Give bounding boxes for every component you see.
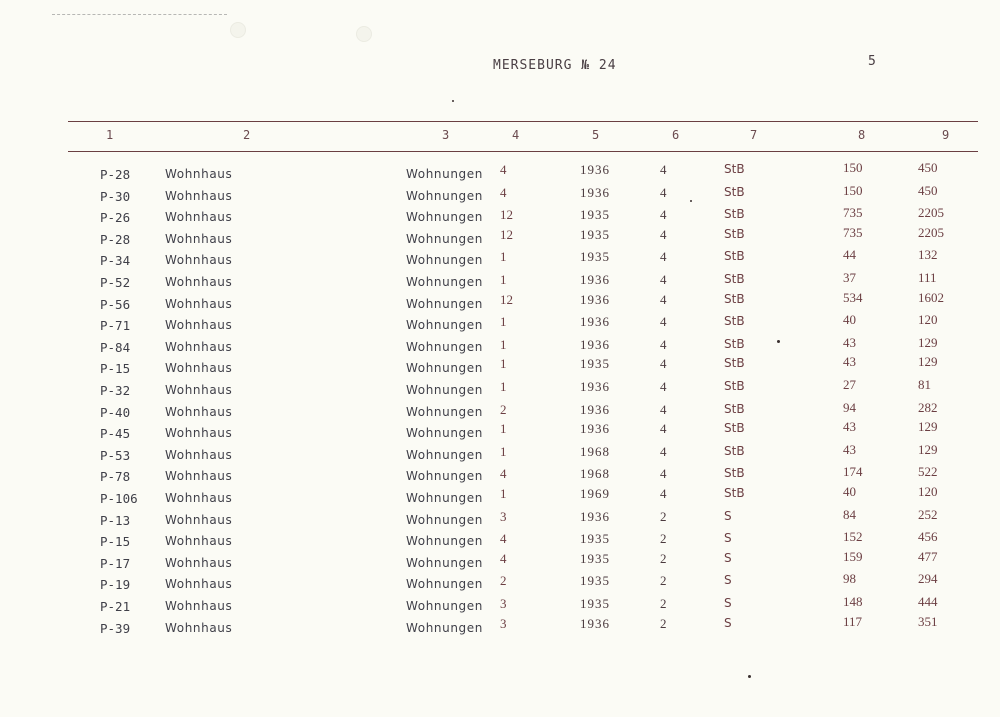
cell-material: StB xyxy=(724,162,745,176)
column-header-4: 4 xyxy=(512,128,520,142)
table-header-rule xyxy=(68,151,978,152)
cell-value-col8: 43 xyxy=(843,354,856,370)
cell-usage: Wohnungen xyxy=(406,231,483,246)
cell-value-col9: 294 xyxy=(918,571,938,587)
cell-unit-count: 3 xyxy=(500,615,507,631)
cell-unit-count: 12 xyxy=(500,207,513,223)
table-row xyxy=(0,506,1000,531)
speck xyxy=(777,340,780,343)
cell-value-col8: 98 xyxy=(843,571,856,587)
cell-building-type: Wohnhaus xyxy=(165,512,233,527)
cell-value-col8: 159 xyxy=(843,548,863,564)
cell-material: S xyxy=(724,615,732,630)
cell-usage: Wohnungen xyxy=(406,426,483,441)
cell-row-id: P-52 xyxy=(100,275,131,290)
punch-hole xyxy=(356,26,372,42)
cell-year: 1935 xyxy=(580,550,610,566)
scan-artifact-mark xyxy=(52,14,227,18)
cell-value-col9: 450 xyxy=(918,182,938,198)
cell-value-col8: 534 xyxy=(843,289,863,305)
cell-year: 1935 xyxy=(580,531,610,547)
cell-usage: Wohnungen xyxy=(406,383,483,397)
cell-category: 4 xyxy=(660,184,667,200)
cell-value-col9: 111 xyxy=(918,270,937,285)
table-row xyxy=(0,182,1000,207)
cell-year: 1936 xyxy=(580,615,610,631)
cell-year: 1936 xyxy=(580,421,610,437)
cell-value-col9: 252 xyxy=(918,506,938,522)
column-header-1: 1 xyxy=(106,128,114,142)
cell-building-type: Wohnhaus xyxy=(165,426,233,441)
cell-year: 1936 xyxy=(580,162,610,177)
cell-unit-count: 4 xyxy=(500,550,507,566)
cell-unit-count: 4 xyxy=(500,162,507,177)
cell-unit-count: 12 xyxy=(500,291,513,307)
cell-material: S xyxy=(724,596,732,610)
cell-value-col8: 43 xyxy=(843,441,856,457)
cell-category: 2 xyxy=(660,531,667,547)
cell-category: 2 xyxy=(660,573,667,589)
cell-material: StB xyxy=(724,226,745,241)
cell-material: StB xyxy=(724,184,745,199)
cell-row-id: P-28 xyxy=(100,231,131,247)
table-row xyxy=(0,312,1000,336)
cell-unit-count: 3 xyxy=(500,508,507,524)
cell-category: 2 xyxy=(660,615,667,631)
cell-material: S xyxy=(724,573,732,588)
cell-year: 1936 xyxy=(580,314,610,330)
cell-building-type: Wohnhaus xyxy=(165,318,233,333)
punch-hole xyxy=(230,22,246,38)
cell-year: 1935 xyxy=(580,356,610,372)
cell-building-type: Wohnhaus xyxy=(165,296,233,311)
cell-usage: Wohnungen xyxy=(406,491,483,505)
cell-material: StB xyxy=(724,207,745,222)
cell-material: StB xyxy=(724,336,745,351)
cell-building-type: Wohnhaus xyxy=(165,210,233,225)
cell-year: 1936 xyxy=(580,401,610,417)
cell-material: StB xyxy=(724,466,745,481)
cell-category: 4 xyxy=(660,336,667,352)
cell-unit-count: 12 xyxy=(500,226,513,242)
cell-year: 1936 xyxy=(580,184,610,200)
cell-category: 4 xyxy=(660,207,667,223)
cell-usage: Wohnungen xyxy=(406,577,483,592)
cell-building-type: Wohnhaus xyxy=(165,491,233,505)
table-row xyxy=(0,377,1000,401)
cell-category: 4 xyxy=(660,401,667,417)
cell-building-type: Wohnhaus xyxy=(165,404,233,419)
cell-year: 1969 xyxy=(580,486,610,501)
cell-row-id: P-78 xyxy=(100,469,131,485)
column-header-6: 6 xyxy=(672,128,680,142)
cell-category: 4 xyxy=(660,356,667,372)
cell-usage: Wohnungen xyxy=(406,210,483,225)
cell-building-type: Wohnhaus xyxy=(165,469,233,484)
column-header-2: 2 xyxy=(243,128,251,142)
cell-value-col8: 150 xyxy=(843,160,863,175)
cell-building-type: Wohnhaus xyxy=(165,555,233,570)
cell-material: StB xyxy=(724,314,745,329)
cell-building-type: Wohnhaus xyxy=(165,188,233,203)
cell-row-id: P-13 xyxy=(100,512,131,528)
column-header-7: 7 xyxy=(750,128,758,142)
cell-value-col8: 735 xyxy=(843,205,863,221)
cell-row-id: P-34 xyxy=(100,253,131,269)
cell-unit-count: 4 xyxy=(500,184,507,200)
cell-unit-count: 1 xyxy=(500,379,507,394)
cell-building-type: Wohnhaus xyxy=(165,577,233,592)
cell-row-id: P-19 xyxy=(100,577,131,593)
cell-value-col9: 120 xyxy=(918,484,938,499)
cell-unit-count: 1 xyxy=(500,272,507,287)
cell-year: 1936 xyxy=(580,508,610,524)
cell-unit-count: 1 xyxy=(500,249,507,265)
cell-usage: Wohnungen xyxy=(406,339,483,354)
cell-year: 1935 xyxy=(580,207,610,223)
cell-unit-count: 1 xyxy=(500,421,507,437)
cell-value-col8: 44 xyxy=(843,247,856,263)
cell-value-col9: 351 xyxy=(918,613,938,629)
column-header-3: 3 xyxy=(442,128,450,142)
speck xyxy=(748,675,751,678)
cell-category: 4 xyxy=(660,421,667,437)
cell-year: 1936 xyxy=(580,291,610,307)
table-row xyxy=(0,247,1000,271)
cell-category: 4 xyxy=(660,162,667,177)
column-header-5: 5 xyxy=(592,128,600,142)
cell-usage: Wohnungen xyxy=(406,275,483,289)
document-title: MERSEBURG № 24 xyxy=(493,58,617,73)
cell-value-col8: 40 xyxy=(843,484,856,499)
cell-value-col9: 2205 xyxy=(918,224,944,240)
cell-value-col9: 282 xyxy=(918,399,938,415)
cell-category: 2 xyxy=(660,508,667,524)
cell-material: StB xyxy=(724,272,745,286)
cell-value-col9: 1602 xyxy=(918,289,944,305)
cell-value-col8: 84 xyxy=(843,506,856,522)
cell-material: StB xyxy=(724,356,745,371)
column-header-8: 8 xyxy=(858,128,866,142)
cell-category: 4 xyxy=(660,249,667,265)
cell-usage: Wohnungen xyxy=(406,512,483,527)
speck xyxy=(452,100,454,102)
cell-value-col9: 477 xyxy=(918,548,938,564)
cell-row-id: P-56 xyxy=(100,296,131,312)
cell-row-id: P-53 xyxy=(100,447,131,463)
cell-row-id: P-30 xyxy=(100,188,131,204)
cell-building-type: Wohnhaus xyxy=(165,447,233,462)
cell-value-col9: 444 xyxy=(918,594,938,609)
cell-value-col9: 129 xyxy=(918,419,938,435)
cell-building-type: Wohnhaus xyxy=(165,339,233,354)
cell-row-id: P-15 xyxy=(100,361,131,377)
cell-row-id: P-32 xyxy=(100,383,131,398)
cell-year: 1935 xyxy=(580,226,610,242)
cell-category: 4 xyxy=(660,272,667,287)
cell-value-col8: 43 xyxy=(843,334,856,350)
cell-value-col8: 27 xyxy=(843,377,856,392)
cell-year: 1936 xyxy=(580,336,610,352)
cell-value-col9: 456 xyxy=(918,529,938,545)
cell-year: 1968 xyxy=(580,443,610,459)
cell-value-col9: 129 xyxy=(918,441,938,457)
cell-usage: Wohnungen xyxy=(406,447,483,462)
cell-category: 4 xyxy=(660,443,667,459)
cell-building-type: Wohnhaus xyxy=(165,253,233,268)
cell-value-col8: 94 xyxy=(843,399,856,415)
cell-unit-count: 4 xyxy=(500,531,507,547)
cell-material: S xyxy=(724,508,732,523)
cell-value-col8: 152 xyxy=(843,529,863,545)
cell-category: 4 xyxy=(660,291,667,307)
cell-building-type: Wohnhaus xyxy=(165,383,233,397)
cell-material: StB xyxy=(724,379,745,393)
cell-year: 1935 xyxy=(580,596,610,611)
cell-usage: Wohnungen xyxy=(406,318,483,333)
cell-building-type: Wohnhaus xyxy=(165,361,233,376)
table-row xyxy=(0,571,1000,595)
cell-usage: Wohnungen xyxy=(406,167,483,181)
cell-building-type: Wohnhaus xyxy=(165,167,233,181)
cell-row-id: P-26 xyxy=(100,210,131,226)
cell-usage: Wohnungen xyxy=(406,620,483,635)
cell-row-id: P-71 xyxy=(100,318,131,334)
cell-material: StB xyxy=(724,443,745,458)
cell-material: S xyxy=(724,531,732,546)
cell-unit-count: 1 xyxy=(500,336,507,352)
cell-year: 1968 xyxy=(580,466,610,482)
cell-category: 2 xyxy=(660,550,667,566)
cell-usage: Wohnungen xyxy=(406,599,483,613)
cell-usage: Wohnungen xyxy=(406,404,483,419)
cell-row-id: P-106 xyxy=(100,491,138,506)
cell-value-col9: 132 xyxy=(918,247,938,263)
column-header-9: 9 xyxy=(942,128,950,142)
cell-category: 2 xyxy=(660,596,667,611)
cell-usage: Wohnungen xyxy=(406,555,483,570)
cell-building-type: Wohnhaus xyxy=(165,231,233,246)
cell-usage: Wohnungen xyxy=(406,361,483,376)
cell-unit-count: 1 xyxy=(500,443,507,459)
cell-material: StB xyxy=(724,249,745,264)
cell-row-id: P-28 xyxy=(100,167,131,182)
cell-unit-count: 1 xyxy=(500,486,507,501)
cell-value-col8: 735 xyxy=(843,224,863,240)
cell-unit-count: 4 xyxy=(500,466,507,482)
cell-material: S xyxy=(724,550,732,565)
cell-year: 1935 xyxy=(580,249,610,265)
cell-building-type: Wohnhaus xyxy=(165,534,233,549)
cell-usage: Wohnungen xyxy=(406,296,483,311)
cell-row-id: P-84 xyxy=(100,339,131,355)
cell-material: StB xyxy=(724,401,745,416)
cell-category: 4 xyxy=(660,379,667,394)
page-number: 5 xyxy=(868,54,876,69)
cell-year: 1935 xyxy=(580,573,610,589)
cell-value-col9: 522 xyxy=(918,464,938,480)
cell-building-type: Wohnhaus xyxy=(165,275,233,289)
cell-row-id: P-39 xyxy=(100,620,131,636)
cell-value-col8: 174 xyxy=(843,464,863,480)
cell-year: 1936 xyxy=(580,379,610,394)
table-row xyxy=(0,613,1000,639)
cell-category: 4 xyxy=(660,226,667,242)
cell-value-col8: 150 xyxy=(843,182,863,198)
cell-unit-count: 1 xyxy=(500,356,507,372)
cell-material: StB xyxy=(724,486,745,500)
cell-material: StB xyxy=(724,291,745,306)
table-top-rule xyxy=(68,121,978,122)
cell-value-col8: 148 xyxy=(843,594,863,609)
cell-value-col9: 2205 xyxy=(918,205,944,221)
cell-row-id: P-17 xyxy=(100,555,131,571)
cell-unit-count: 2 xyxy=(500,401,507,417)
cell-value-col9: 129 xyxy=(918,354,938,370)
cell-year: 1936 xyxy=(580,272,610,287)
cell-unit-count: 2 xyxy=(500,573,507,589)
cell-building-type: Wohnhaus xyxy=(165,620,233,635)
cell-value-col9: 450 xyxy=(918,160,938,175)
cell-usage: Wohnungen xyxy=(406,469,483,484)
cell-material: StB xyxy=(724,421,745,436)
cell-building-type: Wohnhaus xyxy=(165,599,233,613)
speck xyxy=(690,200,692,202)
cell-value-col9: 120 xyxy=(918,312,938,328)
cell-category: 4 xyxy=(660,466,667,482)
cell-value-col9: 129 xyxy=(918,334,938,350)
cell-row-id: P-21 xyxy=(100,599,131,614)
cell-value-col8: 43 xyxy=(843,419,856,435)
cell-usage: Wohnungen xyxy=(406,253,483,268)
cell-usage: Wohnungen xyxy=(406,188,483,203)
cell-value-col8: 117 xyxy=(843,613,863,629)
cell-value-col8: 40 xyxy=(843,312,856,328)
cell-row-id: P-40 xyxy=(100,404,131,420)
cell-unit-count: 3 xyxy=(500,596,507,611)
cell-value-col8: 37 xyxy=(843,270,856,285)
cell-category: 4 xyxy=(660,314,667,330)
cell-unit-count: 1 xyxy=(500,314,507,330)
cell-row-id: P-15 xyxy=(100,534,131,550)
cell-category: 4 xyxy=(660,486,667,501)
cell-usage: Wohnungen xyxy=(406,534,483,549)
cell-value-col9: 81 xyxy=(918,377,931,392)
cell-row-id: P-45 xyxy=(100,426,131,442)
table-row xyxy=(0,441,1000,466)
